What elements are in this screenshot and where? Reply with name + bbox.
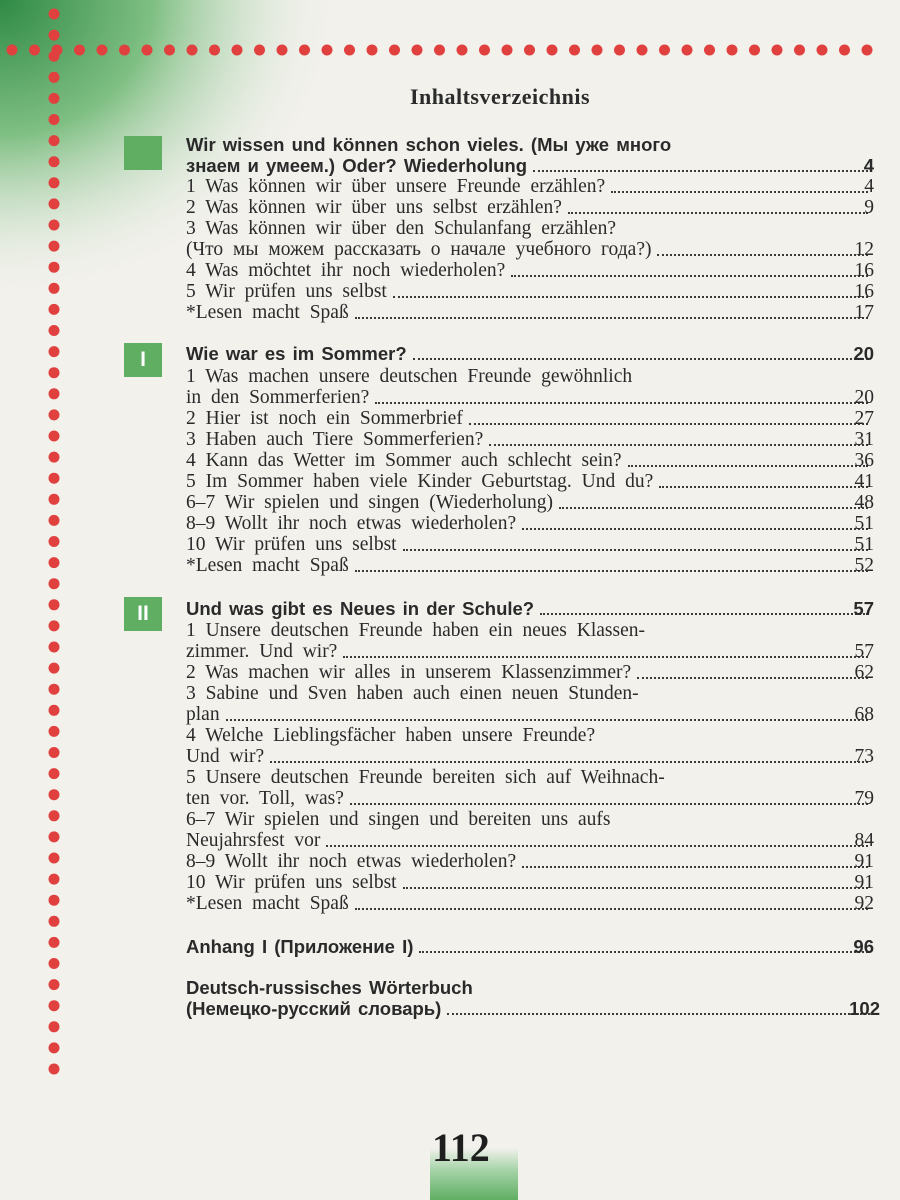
toc-entry: 4 Kann das Wetter im Sommer auch schlecht sein? 36 [186, 450, 874, 471]
appendix-entry: Anhang I (Приложение I) 96 [186, 936, 874, 957]
toc-entry: 5 Unsere deutschen Freunde bereiten sich auf Weihnach- [186, 767, 665, 788]
red-dot [49, 494, 60, 505]
red-dot [49, 768, 60, 779]
red-dot [49, 599, 60, 610]
red-dot [704, 45, 715, 56]
red-dot [49, 979, 60, 990]
red-dot [502, 45, 513, 56]
toc-entry: 10 Wir prüfen uns selbst 51 [186, 534, 874, 555]
red-dot [49, 72, 60, 83]
red-dot [614, 45, 625, 56]
red-dot [344, 45, 355, 56]
red-dot [49, 452, 60, 463]
red-dot [49, 726, 60, 737]
red-dot [49, 114, 60, 125]
red-dot [7, 45, 18, 56]
red-dot [49, 620, 60, 631]
toc-entry: 8–9 Wollt ihr noch etwas wiederholen? 91 [186, 851, 874, 872]
toc-entry: 4 Welche Lieblingsfächer haben unsere Freunde? [186, 725, 596, 746]
red-dot [322, 45, 333, 56]
red-dot [49, 9, 60, 20]
red-dot [569, 45, 580, 56]
toc-entry: 6–7 Wir spielen und singen und bereiten uns aufs [186, 809, 611, 830]
section-one-heading: Wie war es im Sommer? 20 [186, 343, 874, 364]
red-dot [97, 45, 108, 56]
toc-entry: 8–9 Wollt ihr noch etwas wiederholen? 51 [186, 513, 874, 534]
section-badge-two: II [124, 597, 162, 631]
red-dot [119, 45, 130, 56]
red-dot [29, 45, 40, 56]
red-dot [727, 45, 738, 56]
red-dot [682, 45, 693, 56]
red-dot [254, 45, 265, 56]
red-dot [49, 831, 60, 842]
red-dot [49, 388, 60, 399]
toc-entry: 5 Im Sommer haben viele Kinder Geburtstag. Und du? 41 [186, 471, 874, 492]
toc-entry: zimmer. Und wir? 57 [186, 641, 874, 662]
red-dot [49, 220, 60, 231]
red-dot [434, 45, 445, 56]
section-two-heading: Und was gibt es Neues in der Schule? 57 [186, 598, 874, 619]
intro-heading-text-2: знаем и умеем.) Oder? Wiederholung [186, 155, 528, 176]
red-dot [49, 177, 60, 188]
red-dot [49, 1042, 60, 1053]
red-dot [49, 810, 60, 821]
toc-entry: ten vor. Toll, was? 79 [186, 788, 874, 809]
red-dot [524, 45, 535, 56]
red-dot [659, 45, 670, 56]
red-dot [412, 45, 423, 56]
red-dot [49, 874, 60, 885]
toc-entry: Neujahrsfest vor 84 [186, 830, 874, 851]
red-dot [457, 45, 468, 56]
red-dot [49, 1000, 60, 1011]
red-dot [839, 45, 850, 56]
red-dot [49, 51, 60, 62]
red-dot [49, 958, 60, 969]
red-dot [49, 325, 60, 336]
toc-entry: *Lesen macht Spaß 92 [186, 893, 874, 914]
toc-entry: *Lesen macht Spaß 17 [186, 302, 874, 323]
red-dot [49, 156, 60, 167]
red-dot [49, 346, 60, 357]
toc-entry: 1 Was können wir über unsere Freunde erzählen? 4 [186, 176, 874, 197]
red-dot [49, 937, 60, 948]
dictionary-line-1: Deutsch-russisches Wörterbuch [186, 977, 473, 998]
intro-heading-text-1: Wir wissen und können schon vieles. (Мы уже много [186, 134, 672, 155]
red-dot [49, 684, 60, 695]
red-dot [49, 747, 60, 758]
red-dot [49, 916, 60, 927]
red-dot [49, 409, 60, 420]
red-dot [817, 45, 828, 56]
toc-entry: (Что мы можем рассказать о начале учебного года?) 12 [186, 239, 874, 260]
red-dot [49, 30, 60, 41]
red-dot [49, 367, 60, 378]
red-dot [862, 45, 873, 56]
red-dot [49, 262, 60, 273]
red-dot [49, 1021, 60, 1032]
page-number: 112 [432, 1125, 490, 1170]
red-dot [164, 45, 175, 56]
red-dot [749, 45, 760, 56]
toc-entry: 3 Sabine und Sven haben auch einen neuen Stunden- [186, 683, 639, 704]
toc-entry: 2 Was machen wir alles in unserem Klassenzimmer? 62 [186, 662, 874, 683]
red-dot [209, 45, 220, 56]
red-dot [49, 135, 60, 146]
toc-entry: 3 Was können wir über den Schulanfang erzählen? [186, 218, 616, 239]
red-dot [794, 45, 805, 56]
red-dot [49, 853, 60, 864]
toc-entry: plan 68 [186, 704, 874, 725]
red-dot [547, 45, 558, 56]
toc-entry: 10 Wir prüfen uns selbst 91 [186, 872, 874, 893]
red-dot [49, 895, 60, 906]
red-dot [232, 45, 243, 56]
intro-heading-page: 4 [863, 155, 874, 176]
red-dot [49, 557, 60, 568]
red-dot [49, 642, 60, 653]
toc-entry: in den Sommerferien? 20 [186, 387, 874, 408]
red-dot [49, 304, 60, 315]
dictionary-line-2: (Немецко-русский словарь) 102 [186, 998, 880, 1019]
red-dot [49, 198, 60, 209]
section-badge-intro [124, 136, 162, 170]
red-dot [49, 663, 60, 674]
toc-entry: *Lesen macht Spaß 52 [186, 555, 874, 576]
intro-heading-line-1 [186, 134, 874, 155]
toc-entry: 1 Unsere deutschen Freunde haben ein neues Klassen- [186, 620, 645, 641]
section-badge-one: I [124, 343, 162, 377]
red-dot [637, 45, 648, 56]
toc-entry: 2 Was können wir über uns selbst erzählen? 9 [186, 197, 874, 218]
toc-entry: 4 Was möchtet ihr noch wiederholen? 16 [186, 260, 874, 281]
red-dot [49, 473, 60, 484]
red-dot [49, 1064, 60, 1075]
red-dot [49, 536, 60, 547]
page-title: Inhaltsverzeichnis [409, 84, 591, 109]
red-dot [142, 45, 153, 56]
red-dot [367, 45, 378, 56]
red-dot [74, 45, 85, 56]
red-dot [49, 578, 60, 589]
red-dot [299, 45, 310, 56]
red-dot [389, 45, 400, 56]
red-dot [187, 45, 198, 56]
red-dot [49, 431, 60, 442]
toc-entry: 6–7 Wir spielen und singen (Wiederholung) 48 [186, 492, 874, 513]
red-dot [49, 241, 60, 252]
intro-heading-line-2 [186, 155, 874, 176]
red-dot [49, 705, 60, 716]
red-dot [772, 45, 783, 56]
red-dot [277, 45, 288, 56]
red-dot [592, 45, 603, 56]
toc-entry: Und wir? 73 [186, 746, 874, 767]
red-dot [49, 283, 60, 294]
toc-entry: 5 Wir prüfen uns selbst 16 [186, 281, 874, 302]
red-dot [49, 515, 60, 526]
red-dot [479, 45, 490, 56]
toc-entry: 3 Haben auch Tiere Sommerferien? 31 [186, 429, 874, 450]
red-dot [49, 789, 60, 800]
toc-entry: 1 Was machen unsere deutschen Freunde gewöhnlich [186, 366, 633, 387]
toc-entry: 2 Hier ist noch ein Sommerbrief 27 [186, 408, 874, 429]
